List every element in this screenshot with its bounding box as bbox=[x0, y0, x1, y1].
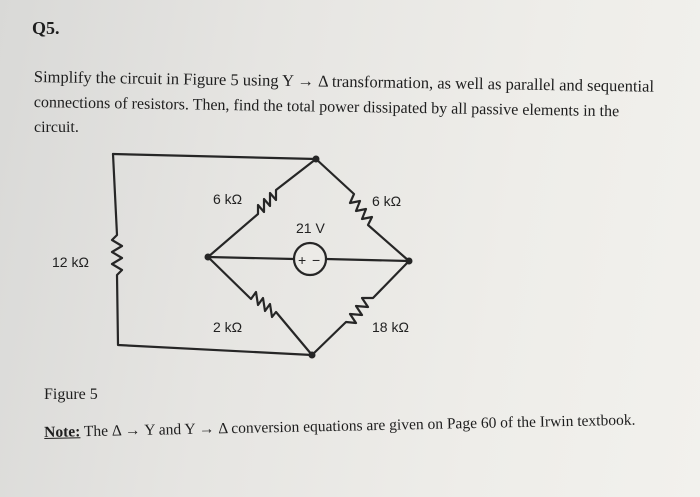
note-label: Note: bbox=[44, 423, 81, 441]
problem-text-line-2: connections of resistors. Then, find the total power dissipated by all passive elements in the bbox=[33, 94, 620, 121]
node-right bbox=[406, 258, 413, 265]
node-top bbox=[313, 156, 320, 163]
resistor-branch-bottom-right bbox=[312, 261, 409, 355]
label-r-bottom-left: 2 kΩ bbox=[213, 319, 243, 335]
wire-middle-left bbox=[208, 257, 294, 259]
resistor-branch-top-left bbox=[208, 159, 316, 257]
source-minus-sign: − bbox=[312, 252, 321, 268]
label-r-left: 12 kΩ bbox=[52, 254, 89, 270]
note-text: The Δ → Y and Y → Δ conversion equations are given on Page 60 of the Irwin textbook. bbox=[80, 411, 636, 441]
wire-top bbox=[113, 154, 316, 159]
node-left bbox=[205, 254, 212, 261]
label-source-voltage: 21 V bbox=[296, 220, 325, 236]
label-r-top-left: 6 kΩ bbox=[213, 191, 243, 207]
source-plus-sign: + bbox=[298, 252, 307, 268]
figure-caption: Figure 5 bbox=[44, 386, 98, 403]
label-r-top-right: 6 kΩ bbox=[372, 193, 402, 209]
node-bottom bbox=[309, 352, 316, 359]
resistor-branch-top-right bbox=[316, 159, 409, 261]
question-number: Q5. bbox=[32, 18, 60, 38]
problem-text-line-3: circuit. bbox=[34, 119, 79, 136]
label-r-bottom-right: 18 kΩ bbox=[372, 319, 409, 335]
resistor-branch-bottom-left bbox=[208, 257, 312, 355]
problem-text-line-1: Simplify the circuit in Figure 5 using Y → Δ transformation, as well as parallel and sequential bbox=[33, 67, 655, 96]
wire-middle-right bbox=[326, 259, 409, 261]
